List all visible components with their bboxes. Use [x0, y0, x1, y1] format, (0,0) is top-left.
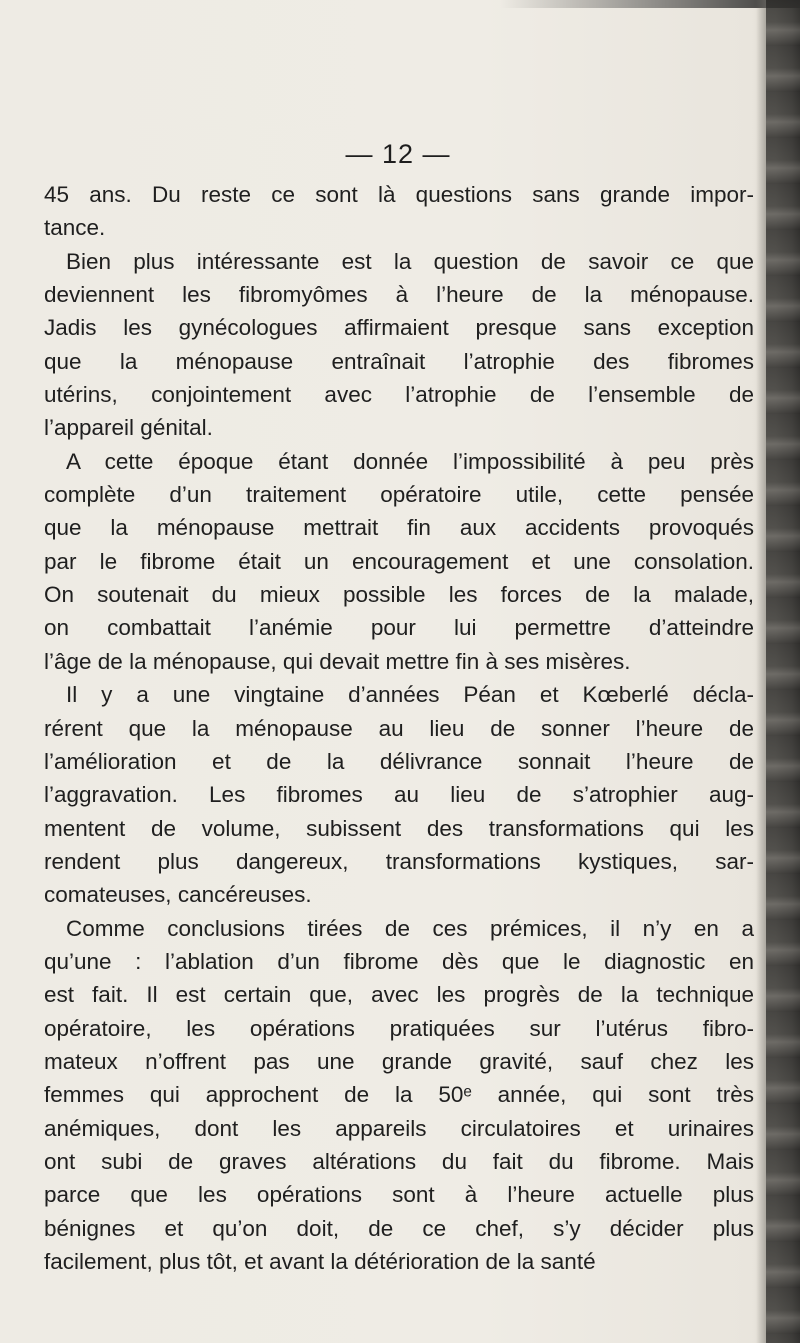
text-line: tance. [44, 215, 106, 241]
text-line: mateux n’offrent pas une grande gravité, sauf chez les [44, 1048, 754, 1074]
text-line: Jadis les gynécologues affirmaient presque sans exception [44, 315, 754, 341]
page-curl-shadow [756, 0, 766, 1343]
page-number: — 12 — [345, 139, 451, 169]
text-line: Comme conclusions tirées de ces prémices, il n’y en a [66, 915, 754, 941]
text-line: qu’une : l’ablation d’un fibrome dès que le diagnostic en [44, 948, 754, 974]
text-line: par le fibrome était un encouragement et une consolation. [44, 548, 754, 574]
text-line: bénignes et qu’on doit, de ce chef, s’y décider plus [44, 1215, 754, 1241]
body-text [44, 178, 754, 1278]
scan-shadow-top [500, 0, 800, 8]
paragraph [44, 678, 754, 911]
text-line: facilement, plus tôt, et avant la détérioration de la santé [44, 1249, 596, 1274]
paragraph [44, 912, 754, 1279]
text-line: rendent plus dangereux, transformations kystiques, sar- [44, 848, 754, 874]
paragraph [44, 445, 754, 678]
text-line: l’appareil génital. [44, 415, 213, 441]
book-binding-edge [766, 0, 800, 1343]
text-line: mentent de volume, subissent des transformations qui les [44, 815, 754, 841]
text-line: opératoire, les opérations pratiquées sur l’utérus fibro- [44, 1015, 754, 1041]
text-line: Il y a une vingtaine d’années Péan et Kœberlé décla- [66, 682, 754, 708]
text-line: 45 ans. Du reste ce sont là questions sans grande impor- [44, 182, 754, 207]
text-line: rérent que la ménopause au lieu de sonner l’heure de [44, 715, 754, 741]
text-line: on combattait l’anémie pour lui permettre d’atteindre [44, 615, 754, 641]
text-line: comateuses, cancéreuses. [44, 882, 312, 908]
text-line: complète d’un traitement opératoire utile, cette pensée [44, 482, 754, 508]
paragraph [44, 245, 754, 445]
text-line: utérins, conjointement avec l’atrophie de l’ensemble de [44, 382, 754, 408]
text-line: que la ménopause mettrait fin aux accidents provoqués [44, 515, 754, 541]
text-line: ont subi de graves altérations du fait du fibrome. Mais [44, 1148, 754, 1174]
text-line: l’âge de la ménopause, qui devait mettre fin à ses misères. [44, 648, 631, 674]
text-line: A cette époque étant donnée l’impossibilité à peu près [66, 448, 754, 474]
text-line: On soutenait du mieux possible les forces de la malade, [44, 582, 754, 608]
text-line: l’aggravation. Les fibromes au lieu de s’atrophier aug- [44, 782, 754, 808]
text-line: anémiques, dont les appareils circulatoires et urinaires [44, 1115, 754, 1141]
text-line: parce que les opérations sont à l’heure actuelle plus [44, 1182, 754, 1208]
text-line: deviennent les fibromyômes à l’heure de la ménopause. [44, 282, 754, 308]
paragraph [44, 178, 754, 245]
text-line: femmes qui approchent de la 50ᵉ année, qui sont très [44, 1082, 754, 1108]
text-line: l’amélioration et de la délivrance sonnait l’heure de [44, 748, 754, 774]
text-line: est fait. Il est certain que, avec les progrès de la technique [44, 982, 754, 1008]
text-line: Bien plus intéressante est la question de savoir ce que [66, 248, 754, 274]
text-line: que la ménopause entraînait l’atrophie des fibromes [44, 348, 754, 374]
